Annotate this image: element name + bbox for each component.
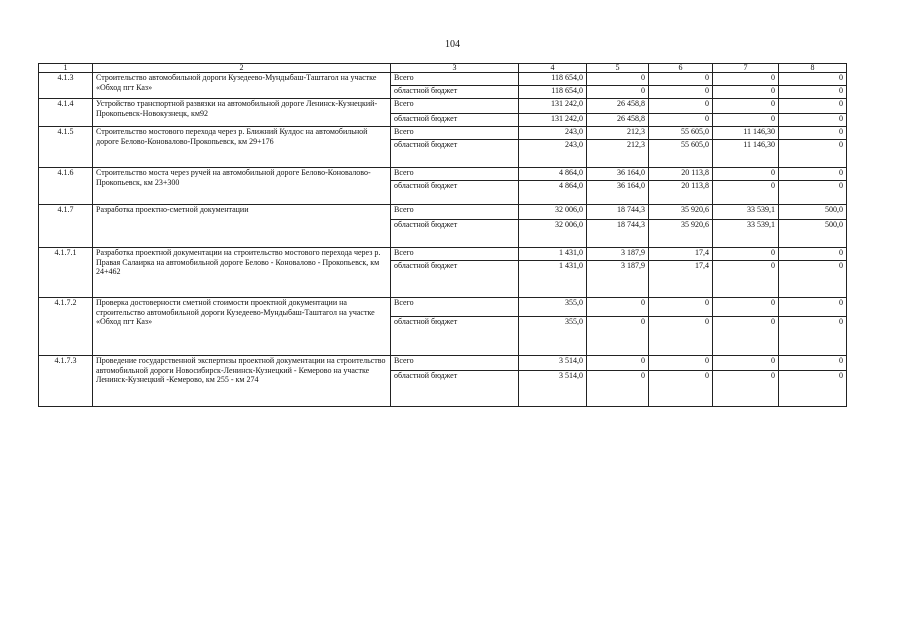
item-description: Разработка проектной документации на строительство мостового перехода через р. Правая Салаирка на автомобильной дороге Белово - Коновалово - Прокопьевск, км 24+462 [93,248,391,298]
value-col-6: 55 605,0 [649,140,713,168]
value-col-8: 0 [779,261,847,298]
value-col-7: 0 [713,181,779,205]
funding-source: Всего [391,127,519,140]
column-number: 6 [649,64,713,73]
value-col-7: 0 [713,114,779,127]
funding-source: Всего [391,356,519,371]
column-number: 2 [93,64,391,73]
column-number: 5 [587,64,649,73]
value-col-8: 0 [779,181,847,205]
value-col-5: 0 [587,86,649,99]
funding-source: областной бюджет [391,181,519,205]
table-row [39,127,847,140]
value-col-6: 35 920,6 [649,220,713,248]
value-col-6: 0 [649,99,713,114]
value-col-6: 55 605,0 [649,127,713,140]
value-col-5: 0 [587,317,649,356]
value-col-5: 212,3 [587,127,649,140]
value-col-7: 0 [713,168,779,181]
item-description: Устройство транспортной развязки на автомобильной дороге Ленинск-Кузнецкий-Прокопьевск-Новокузнецк, км92 [93,99,391,127]
item-description: Проведение государственной экспертизы проектной документации на строительство автомобильной дороги Новосибирск-Ленинск-Кузнецкий - Кемерово на участке Ленинск-Кузнецкий -Кемерово, км 255 - км 274 [93,356,391,407]
table-row [39,73,847,86]
budget-table [38,63,847,407]
value-col-4: 355,0 [519,298,587,317]
value-col-4: 243,0 [519,140,587,168]
item-description: Строительство мостового перехода через р. Ближний Кулдос на автомобильной дороге Белово-Коновалово-Прокопьевск, км 29+176 [93,127,391,168]
value-col-5: 36 164,0 [587,181,649,205]
item-code: 4.1.5 [39,127,93,168]
table-row [39,248,847,261]
item-description: Строительство автомобильной дороги Кузедеево-Мундыбаш-Таштагол на участке «Обход пгт Каз» [93,73,391,99]
funding-source: областной бюджет [391,86,519,99]
value-col-7: 0 [713,317,779,356]
value-col-6: 35 920,6 [649,205,713,220]
value-col-5: 0 [587,73,649,86]
value-col-5: 18 744,3 [587,205,649,220]
value-col-6: 0 [649,371,713,407]
value-col-6: 20 113,8 [649,181,713,205]
value-col-6: 0 [649,86,713,99]
value-col-7: 0 [713,298,779,317]
table-row [39,205,847,220]
value-col-7: 0 [713,248,779,261]
item-description: Проверка достоверности сметной стоимости проектной документации на строительство автомобильной дороги Кузедеево-Мундыбаш-Таштагол на участке «Обход пгт Каз» [93,298,391,356]
table-row [39,99,847,114]
funding-source: областной бюджет [391,317,519,356]
funding-source: Всего [391,248,519,261]
funding-source: областной бюджет [391,261,519,298]
value-col-6: 0 [649,114,713,127]
funding-source: областной бюджет [391,140,519,168]
value-col-7: 33 539,1 [713,220,779,248]
value-col-8: 500,0 [779,220,847,248]
value-col-4: 32 006,0 [519,220,587,248]
value-col-7: 0 [713,371,779,407]
column-number: 8 [779,64,847,73]
value-col-5: 0 [587,298,649,317]
value-col-8: 0 [779,140,847,168]
value-col-6: 17,4 [649,248,713,261]
funding-source: областной бюджет [391,371,519,407]
column-number: 4 [519,64,587,73]
value-col-7: 11 146,30 [713,140,779,168]
value-col-4: 1 431,0 [519,248,587,261]
value-col-4: 131 242,0 [519,114,587,127]
item-code: 4.1.7.3 [39,356,93,407]
column-number: 1 [39,64,93,73]
value-col-7: 0 [713,261,779,298]
value-col-8: 0 [779,99,847,114]
value-col-8: 0 [779,86,847,99]
table-body [39,64,847,407]
value-col-8: 500,0 [779,205,847,220]
value-col-7: 0 [713,99,779,114]
table-row [39,168,847,181]
value-col-8: 0 [779,248,847,261]
value-col-7: 11 146,30 [713,127,779,140]
value-col-6: 20 113,8 [649,168,713,181]
column-number: 7 [713,64,779,73]
value-col-5: 212,3 [587,140,649,168]
value-col-4: 3 514,0 [519,371,587,407]
value-col-7: 0 [713,73,779,86]
value-col-8: 0 [779,317,847,356]
value-col-5: 18 744,3 [587,220,649,248]
funding-source: Всего [391,168,519,181]
value-col-4: 243,0 [519,127,587,140]
item-code: 4.1.7 [39,205,93,248]
column-number-row [39,64,847,73]
item-code: 4.1.4 [39,99,93,127]
value-col-4: 1 431,0 [519,261,587,298]
item-code: 4.1.3 [39,73,93,99]
value-col-6: 0 [649,356,713,371]
value-col-4: 118 654,0 [519,73,587,86]
value-col-8: 0 [779,168,847,181]
value-col-5: 26 458,8 [587,114,649,127]
item-description: Разработка проектно-сметной документации [93,205,391,248]
value-col-5: 26 458,8 [587,99,649,114]
value-col-6: 0 [649,73,713,86]
value-col-7: 0 [713,86,779,99]
item-code: 4.1.7.2 [39,298,93,356]
value-col-4: 118 654,0 [519,86,587,99]
funding-source: областной бюджет [391,114,519,127]
value-col-4: 131 242,0 [519,99,587,114]
column-number: 3 [391,64,519,73]
value-col-4: 4 864,0 [519,168,587,181]
value-col-4: 355,0 [519,317,587,356]
value-col-5: 0 [587,356,649,371]
value-col-5: 0 [587,371,649,407]
value-col-8: 0 [779,356,847,371]
value-col-5: 36 164,0 [587,168,649,181]
value-col-6: 0 [649,298,713,317]
funding-source: Всего [391,99,519,114]
value-col-4: 3 514,0 [519,356,587,371]
value-col-5: 3 187,9 [587,261,649,298]
funding-source: областной бюджет [391,220,519,248]
table-row [39,298,847,317]
value-col-4: 4 864,0 [519,181,587,205]
value-col-7: 33 539,1 [713,205,779,220]
funding-source: Всего [391,205,519,220]
page-number: 104 [445,39,460,50]
table-row [39,356,847,371]
value-col-8: 0 [779,127,847,140]
value-col-8: 0 [779,371,847,407]
item-code: 4.1.6 [39,168,93,205]
value-col-8: 0 [779,73,847,86]
funding-source: Всего [391,298,519,317]
value-col-5: 3 187,9 [587,248,649,261]
funding-source: Всего [391,73,519,86]
value-col-6: 17,4 [649,261,713,298]
value-col-4: 32 006,0 [519,205,587,220]
value-col-8: 0 [779,114,847,127]
value-col-7: 0 [713,356,779,371]
value-col-6: 0 [649,317,713,356]
item-description: Строительство моста через ручей на автомобильной дороге Белово-Коновалово-Прокопьевск, км 23+300 [93,168,391,205]
item-code: 4.1.7.1 [39,248,93,298]
value-col-8: 0 [779,298,847,317]
